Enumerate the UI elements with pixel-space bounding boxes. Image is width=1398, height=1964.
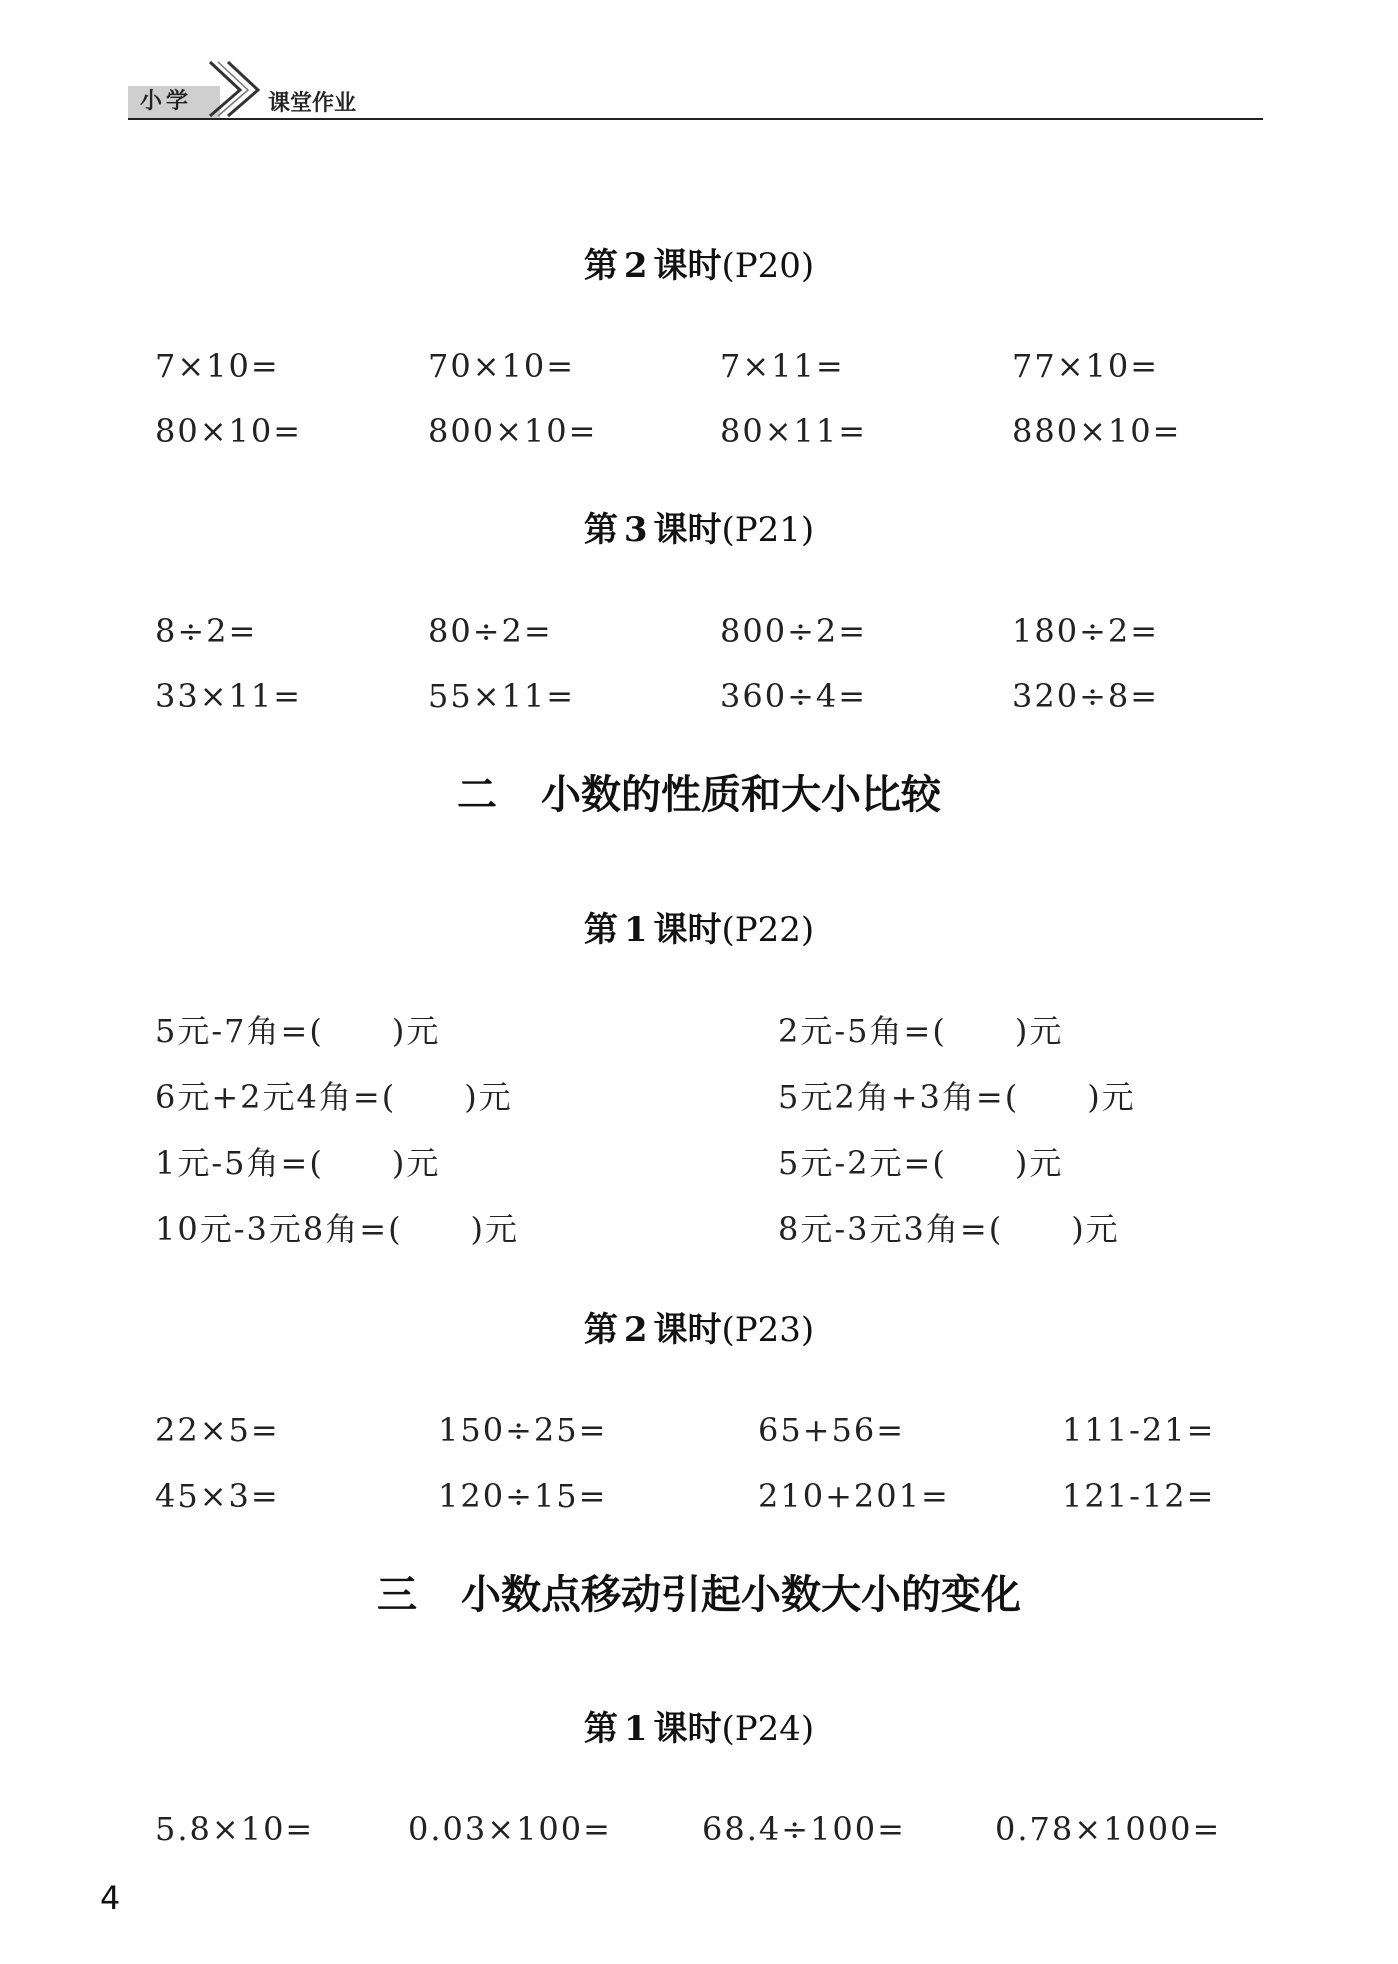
- exercise-item: 0.78×1000=: [995, 1810, 1222, 1848]
- header-rule: [128, 118, 1263, 120]
- exercise-item: 8元-3元3角=( )元: [778, 1210, 1120, 1248]
- exercise-item: 55×11=: [428, 677, 576, 715]
- exercise-item: 210+201=: [758, 1477, 950, 1515]
- exercise-item: 0.03×100=: [408, 1810, 612, 1848]
- section-heading: 二 小数的性质和大小比较: [457, 771, 941, 818]
- exercise-item: 7×11=: [720, 347, 845, 385]
- exercise-item: 5.8×10=: [155, 1810, 315, 1848]
- exercise-item: 45×3=: [155, 1477, 280, 1515]
- lesson-heading: 第 2 课时(P23): [583, 1310, 815, 1350]
- lesson-heading: 第 3 课时(P21): [583, 510, 815, 550]
- exercise-item: 320÷8=: [1012, 677, 1160, 715]
- header-book-title: 课堂作业: [268, 91, 357, 116]
- lesson-heading: 第 1 课时(P24): [583, 1709, 815, 1749]
- exercise-item: 1元-5角=( )元: [155, 1144, 441, 1182]
- exercise-item: 5元-2元=( )元: [778, 1144, 1064, 1182]
- exercise-item: 68.4÷100=: [702, 1810, 906, 1848]
- exercise-item: 80÷2=: [428, 612, 553, 650]
- exercise-item: 77×10=: [1012, 347, 1160, 385]
- lesson-heading: 第 1 课时(P22): [583, 910, 815, 950]
- exercise-item: 150÷25=: [438, 1411, 608, 1449]
- page-header: [128, 52, 1263, 122]
- exercise-item: 10元-3元8角=( )元: [155, 1210, 520, 1248]
- page-number: 4: [100, 1879, 121, 1917]
- exercise-item: 121-12=: [1062, 1477, 1216, 1515]
- exercise-item: 180÷2=: [1012, 612, 1160, 650]
- exercise-item: 33×11=: [155, 677, 303, 715]
- section-heading: 三 小数点移动引起小数大小的变化: [377, 1571, 1021, 1618]
- exercise-item: 7×10=: [155, 347, 280, 385]
- exercise-item: 111-21=: [1062, 1411, 1216, 1449]
- exercise-item: 80×11=: [720, 412, 868, 450]
- exercise-item: 70×10=: [428, 347, 576, 385]
- exercise-item: 5元2角+3角=( )元: [778, 1078, 1136, 1116]
- exercise-item: 120÷15=: [438, 1477, 608, 1515]
- exercise-item: 22×5=: [155, 1411, 280, 1449]
- exercise-item: 800÷2=: [720, 612, 868, 650]
- exercise-item: 2元-5角=( )元: [778, 1012, 1064, 1050]
- exercise-item: 6元+2元4角=( )元: [155, 1078, 513, 1116]
- header-school: 小学: [140, 89, 193, 114]
- exercise-item: 80×10=: [155, 412, 303, 450]
- exercise-item: 880×10=: [1012, 412, 1182, 450]
- exercise-item: 8÷2=: [155, 612, 258, 650]
- exercise-item: 800×10=: [428, 412, 598, 450]
- exercise-item: 5元-7角=( )元: [155, 1012, 441, 1050]
- lesson-heading: 第 2 课时(P20): [583, 246, 815, 286]
- exercise-item: 360÷4=: [720, 677, 868, 715]
- exercise-item: 65+56=: [758, 1411, 906, 1449]
